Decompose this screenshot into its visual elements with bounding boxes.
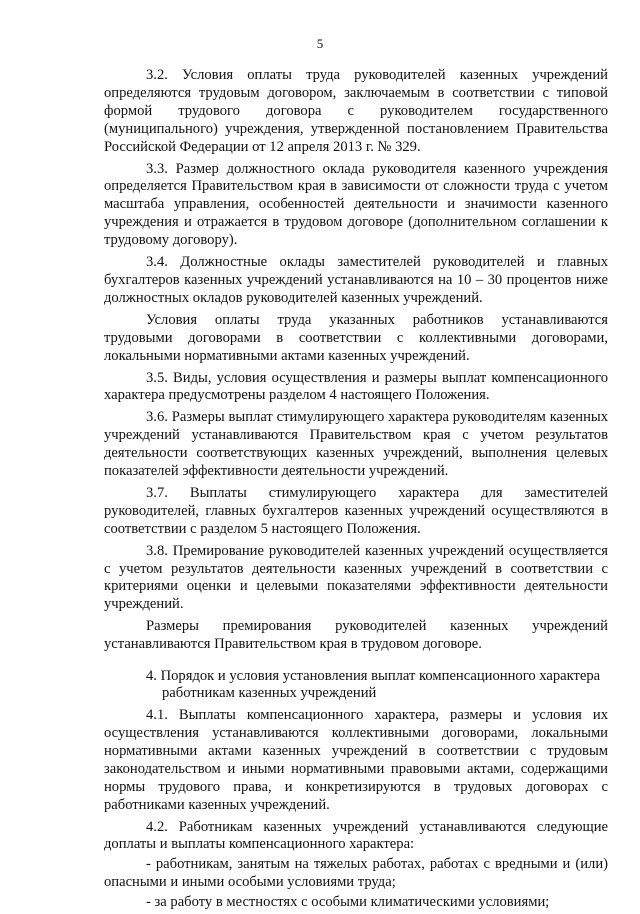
list-item-hazardous-work: - работникам, занятым на тяжелых работах, работах с вредными и (или) опасными и иными особыми условиями труда; xyxy=(104,856,608,891)
paragraph-4-2: 4.2. Работникам казенных учреждений устанавливаются следующие доплаты и выплаты компенсационного характера: xyxy=(104,818,608,853)
paragraph-3-5: 3.5. Виды, условия осуществления и размеры выплат компенсационного характера предусмотрены разделом 4 настоящего Положения. xyxy=(104,369,608,404)
section-4-heading-line2: работникам казенных учреждений xyxy=(162,684,377,701)
document-body xyxy=(104,67,608,914)
paragraph-3-8: 3.8. Премирование руководителей казенных учреждений осуществляется с учетом результатов деятельности казенных учреждений в соответствии с критериями оценки и целевыми показателями эффективности деятельности учреждений. xyxy=(104,542,608,613)
paragraph-3-2: 3.2. Условия оплаты труда руководителей казенных учреждений определяются трудовым договором, заключаемым в соответствии с типовой формой трудового договора с руководителем государственного (муниципального) учреждения, утвержденной постановлением Правительства Российской Федерации от 12 апреля 2013 г. № 329. xyxy=(104,67,608,155)
paragraph-3-4: 3.4. Должностные оклады заместителей руководителей и главных бухгалтеров казенных учреждений устанавливаются на 10 – 30 процентов ниже должностных окладов руководителей казенных учреждений. xyxy=(104,254,608,306)
section-4-heading-line1: 4. Порядок и условия установления выплат компенсационного характера xyxy=(146,668,601,685)
paragraph-4-1: 4.1. Выплаты компенсационного характера, размеры и условия их осуществления устанавливаются коллективными договорами, локальными нормативными актами казенных учреждений в соответствии с трудовым законодательством и иными нормативными правовыми актами, содержащими нормы трудового права, и конкретизируются в трудовых договорах с работниками казенных учреждений. xyxy=(104,707,608,813)
paragraph-3-3: 3.3. Размер должностного оклада руководителя казенного учреждения определяется Правительством края в зависимости от сложности труда с учетом масштаба управления, особенностей деятельности и значимости казенного учреждения и отражается в трудовом договоре (дополнительном соглашении к трудовому договору). xyxy=(104,160,608,249)
paragraph-3-7: 3.7. Выплаты стимулирующего характера для заместителей руководителей, главных бухгалтеров казенных учреждений осуществляются в соответствии с разделом 5 настоящего Положения. xyxy=(104,484,608,537)
page-number: 5 xyxy=(316,36,324,51)
paragraph-3-4-conditions: Условия оплаты труда указанных работников устанавливаются трудовыми договорами в соответствии с коллективными договорами, локальными нормативными актами казенных учреждений. xyxy=(104,311,608,364)
paragraph-3-8-bonus-sizes: Размеры премирования руководителей казенных учреждений устанавливаются Правительством края в трудовом договоре. xyxy=(104,618,608,653)
section-4-heading xyxy=(104,668,608,701)
list-item-climatic-conditions: - за работу в местностях с особыми климатическими условиями; xyxy=(146,894,550,911)
paragraph-3-6: 3.6. Размеры выплат стимулирующего характера руководителям казенных учреждений устанавливаются Правительством края с учетом результатов деятельности соответствующих казенных учреждений, выполнения целевых показателей эффективности деятельности учреждений. xyxy=(104,409,608,480)
